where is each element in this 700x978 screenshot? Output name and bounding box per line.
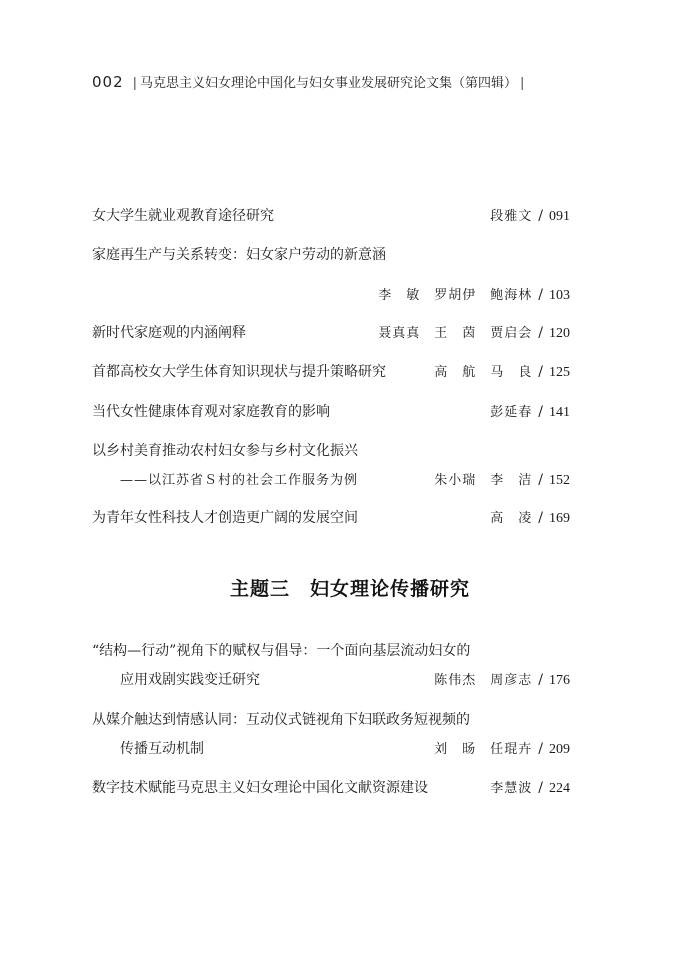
entry-title: 为青年女性科技人才创造更广阔的发展空间	[92, 510, 358, 526]
toc-group-b	[92, 709, 570, 758]
toc-group-a	[92, 440, 570, 489]
entry-title: 女大学生就业观教育途径研究	[92, 208, 274, 224]
separator: /	[538, 780, 543, 796]
entry-subtitle: ——以江苏省Ｓ村的社会工作服务为例	[120, 473, 359, 488]
page-number: 002	[92, 73, 124, 91]
toc-entry[interactable]	[92, 777, 570, 797]
toc-group-a	[92, 205, 570, 225]
toc-group-a	[92, 322, 570, 342]
entry-title: 从媒介触达到情感认同：互动仪式链视角下妇联政务短视频的	[92, 712, 470, 728]
toc-entry[interactable]	[92, 361, 570, 381]
toc-entry[interactable]	[92, 507, 570, 527]
separator: /	[538, 208, 543, 224]
header-divider: |	[520, 76, 525, 91]
toc-group-a	[92, 401, 570, 421]
section-heading	[0, 574, 700, 601]
entry-authors: 刘 旸 任琨卉	[434, 742, 533, 757]
toc-group-a	[92, 244, 570, 304]
toc-entry[interactable]	[92, 709, 570, 729]
entry-title: 家庭再生产与关系转变：妇女家户劳动的新意涵	[92, 247, 386, 263]
entry-authors: 彭延春	[490, 405, 533, 420]
entry-authors: 朱小瑞 李 洁	[434, 473, 533, 488]
entry-page: 091	[549, 209, 570, 224]
entry-page: 152	[549, 473, 570, 488]
entry-title: “结构—行动”视角下的赋权与倡导：一个面向基层流动妇女的	[92, 643, 471, 659]
entry-authors: 高 凌	[490, 511, 533, 526]
entry-authors: 陈伟杰 周彦志	[434, 673, 533, 688]
separator: /	[538, 364, 543, 380]
toc-entry[interactable]	[92, 205, 570, 225]
separator: /	[538, 510, 543, 526]
section-name: 妇女理论传播研究	[310, 578, 471, 600]
toc-entry-continuation	[92, 469, 570, 489]
entry-authors: 段雅文	[490, 209, 533, 224]
entry-page: 103	[549, 288, 570, 303]
running-header	[92, 72, 527, 91]
toc-entry[interactable]	[92, 640, 570, 660]
toc-entry-continuation	[92, 284, 570, 304]
entry-title-continued: 应用戏剧实践变迁研究	[120, 672, 260, 688]
separator: /	[538, 741, 543, 757]
entry-page: 125	[549, 365, 570, 380]
toc-group-a	[92, 507, 570, 527]
entry-authors: 聂真真 王 茵 贾启会	[378, 326, 533, 341]
toc-group-a	[92, 361, 570, 381]
entry-authors: 李慧波	[490, 781, 533, 796]
entry-authors: 高 航 马 良	[434, 365, 533, 380]
book-title: 马克思主义妇女理论中国化与妇女事业发展研究论文集（第四辑）	[140, 76, 518, 91]
toc-entry[interactable]	[92, 322, 570, 342]
entry-authors: 李 敏 罗胡伊 鲍海林	[378, 288, 533, 303]
header-divider: |	[132, 76, 138, 91]
entry-page: 209	[549, 742, 570, 757]
entry-page: 224	[549, 781, 570, 796]
entry-page: 141	[549, 405, 570, 420]
section-label: 主题三	[229, 578, 290, 600]
entry-title: 以乡村美育推动农村妇女参与乡村文化振兴	[92, 443, 358, 459]
toc-entry[interactable]	[92, 401, 570, 421]
entry-title-continued: 传播互动机制	[120, 741, 204, 757]
separator: /	[538, 472, 543, 488]
toc-entry[interactable]	[92, 244, 570, 264]
entry-title: 新时代家庭观的内涵阐释	[92, 325, 246, 341]
toc-entry-continuation	[92, 738, 570, 758]
entry-title: 首都高校女大学生体育知识现状与提升策略研究	[92, 364, 386, 380]
separator: /	[538, 672, 543, 688]
entry-page: 120	[549, 326, 570, 341]
toc-entry[interactable]	[92, 440, 570, 460]
separator: /	[538, 404, 543, 420]
toc-group-b	[92, 640, 570, 689]
entry-title: 数字技术赋能马克思主义妇女理论中国化文献资源建设	[92, 780, 428, 796]
toc-entry-continuation	[92, 669, 570, 689]
entry-title: 当代女性健康体育观对家庭教育的影响	[92, 404, 330, 420]
toc-group-b	[92, 777, 570, 797]
separator: /	[538, 287, 543, 303]
entry-page: 169	[549, 511, 570, 526]
entry-page: 176	[549, 673, 570, 688]
separator: /	[538, 325, 543, 341]
